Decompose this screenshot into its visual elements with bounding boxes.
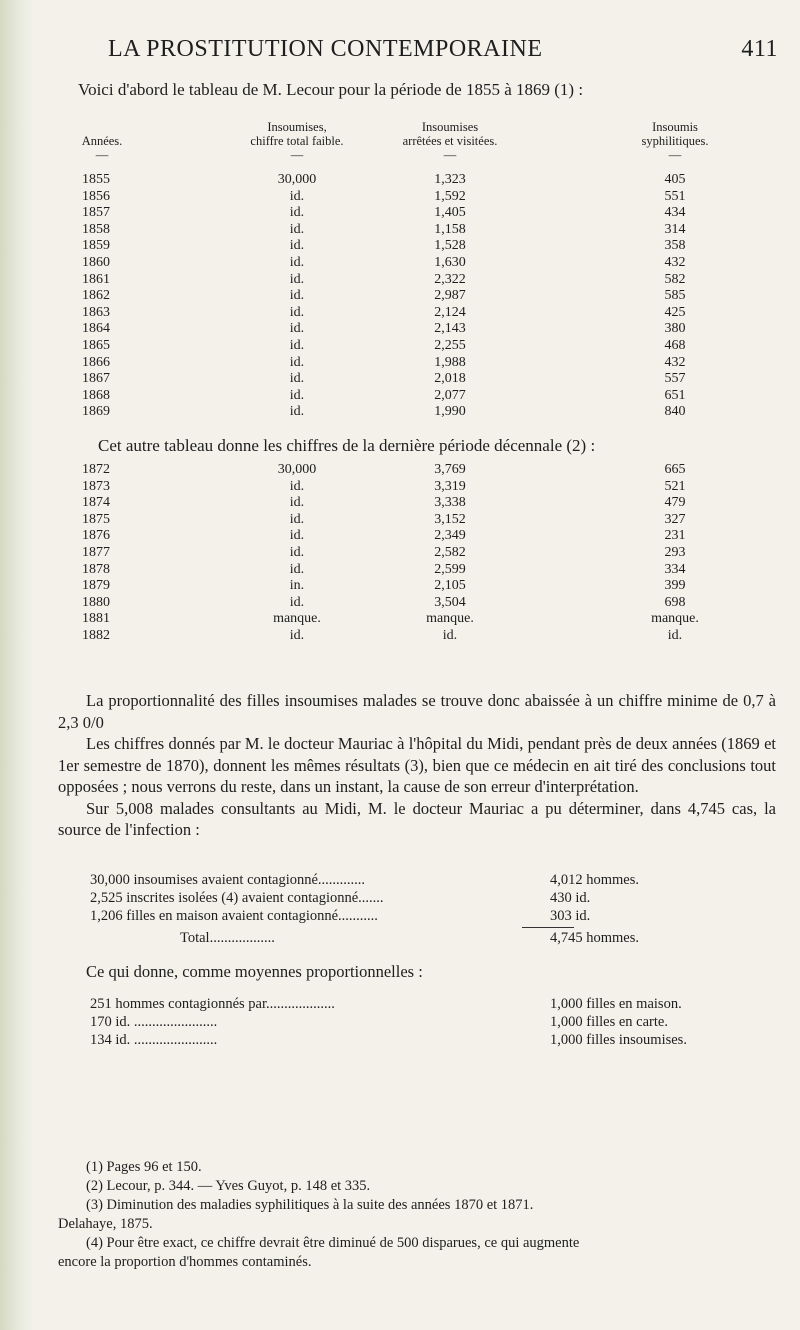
syphilitiques-cell: 399 xyxy=(664,578,686,594)
arretees-cell: 2,349 xyxy=(434,528,466,544)
insoumises-total-cell: id. xyxy=(289,271,305,287)
arretees-cell: 1,990 xyxy=(434,404,466,420)
running-head-title: LA PROSTITUTION CONTEMPORAINE xyxy=(108,36,543,62)
header-col-c-line1: Insoumis xyxy=(652,120,698,134)
list-item-label: 170 id. ....................... xyxy=(90,1014,218,1030)
arretees-cell: 3,769 xyxy=(434,462,466,477)
total-value: 4,745 hommes. xyxy=(550,930,640,946)
averages-list xyxy=(90,996,780,1050)
header-dash: — xyxy=(95,148,109,162)
arretees-cell: 2,124 xyxy=(434,304,466,320)
insoumises-total-cell: id. xyxy=(289,254,305,270)
arretees-cell: 2,077 xyxy=(434,387,466,403)
year-cell: 1864 xyxy=(82,321,110,337)
page-number: 411 xyxy=(741,36,778,62)
insoumises-total-cell: id. xyxy=(289,221,305,237)
table-row xyxy=(0,611,800,628)
arretees-cell: 3,504 xyxy=(434,594,466,610)
header-dash: — xyxy=(668,148,682,162)
syphilitiques-cell: manque. xyxy=(651,611,699,627)
intro-line: Voici d'abord le tableau de M. Lecour pour la période de 1855 à 1869 (1) : xyxy=(78,80,584,99)
header-col-a xyxy=(212,120,382,162)
insoumises-total-cell: id. xyxy=(289,371,305,387)
table-row xyxy=(0,272,800,289)
second-table-intro: Cet autre tableau donne les chiffres de la dernière période décennale (2) : xyxy=(98,436,596,455)
table-row xyxy=(0,545,800,562)
insoumises-total-cell: id. xyxy=(289,404,305,420)
table-row xyxy=(0,238,800,255)
table-1872-1882 xyxy=(0,462,800,645)
year-cell: 1865 xyxy=(82,337,110,353)
insoumises-total-cell: id. xyxy=(289,528,305,544)
arretees-cell: 2,987 xyxy=(434,288,466,304)
arretees-cell: 2,255 xyxy=(434,337,466,353)
year-cell: 1856 xyxy=(82,188,110,204)
table-row xyxy=(0,495,800,512)
footnote-3: (3) Diminution des maladies syphilitiques à la suite des années 1870 et 1871. xyxy=(86,1197,534,1213)
list-item-value: 303 id. xyxy=(550,908,591,924)
table-row xyxy=(0,355,800,372)
table-row xyxy=(0,205,800,222)
table-row xyxy=(0,288,800,305)
list-item-value: 1,000 filles en carte. xyxy=(550,1014,668,1030)
list-item xyxy=(90,872,780,890)
header-years xyxy=(62,134,142,162)
footnote-3-cont: Delahaye, 1875. xyxy=(58,1216,153,1232)
syphilitiques-cell: 432 xyxy=(664,354,686,370)
year-cell: 1880 xyxy=(82,594,110,610)
insoumises-total-cell: id. xyxy=(289,544,305,560)
header-col-c xyxy=(605,120,745,162)
insoumises-total-cell: 30,000 xyxy=(277,462,317,477)
syphilitiques-cell: 358 xyxy=(664,238,686,254)
year-cell: 1863 xyxy=(82,304,110,320)
header-col-b xyxy=(365,120,535,162)
table-row xyxy=(0,479,800,496)
header-col-a-line2: chiffre total faible. xyxy=(250,134,344,148)
table-row xyxy=(0,512,800,529)
arretees-cell: 1,158 xyxy=(434,221,466,237)
arretees-cell: 2,018 xyxy=(434,371,466,387)
insoumises-total-cell: id. xyxy=(289,354,305,370)
syphilitiques-cell: 557 xyxy=(664,371,686,387)
arretees-cell: 2,322 xyxy=(434,271,466,287)
running-head xyxy=(68,36,778,66)
year-cell: 1872 xyxy=(82,462,110,477)
year-cell: 1868 xyxy=(82,387,110,403)
header-dash: — xyxy=(443,148,457,162)
insoumises-total-cell: id. xyxy=(289,238,305,254)
syphilitiques-cell: id. xyxy=(667,627,683,643)
insoumises-total-cell: id. xyxy=(289,337,305,353)
paragraph-2: Les chiffres donnés par M. le docteur Mauriac à l'hôpital du Midi, pendant près de deux années (1869 et 1er semestre de 1870), donnent les mêmes résultats (3), bien que ce médecin en ait tiré des conclusions tout opposées ; nous verrons du reste, dans un instant, la cause de son erreur d'interprétation. xyxy=(58,734,776,796)
table-row xyxy=(0,528,800,545)
table-row xyxy=(0,189,800,206)
insoumises-total-cell: id. xyxy=(289,387,305,403)
syphilitiques-cell: 434 xyxy=(664,205,686,221)
total-rule xyxy=(522,927,574,928)
list-item-value: 4,012 hommes. xyxy=(550,872,640,888)
averages-intro: Ce qui donne, comme moyennes proportionnelles : xyxy=(86,962,423,981)
syphilitiques-cell: 334 xyxy=(664,561,686,577)
year-cell: 1878 xyxy=(82,561,110,577)
year-cell: 1859 xyxy=(82,238,110,254)
syphilitiques-cell: 231 xyxy=(664,528,686,544)
syphilitiques-cell: 432 xyxy=(664,254,686,270)
list-item-label: 2,525 inscrites isolées (4) avaient contagionné....... xyxy=(90,890,384,906)
total-row xyxy=(180,930,780,948)
table-row xyxy=(0,172,800,189)
table-row xyxy=(0,562,800,579)
table-row xyxy=(0,388,800,405)
syphilitiques-cell: 327 xyxy=(664,511,686,527)
footnote-4-cont: encore la proportion d'hommes contaminés. xyxy=(58,1254,312,1270)
list-item xyxy=(90,890,780,908)
table-row xyxy=(0,321,800,338)
list-item-label: 1,206 filles en maison avaient contagionné........... xyxy=(90,908,378,924)
arretees-cell: 2,582 xyxy=(434,544,466,560)
body-text xyxy=(58,690,776,841)
arretees-cell: 3,338 xyxy=(434,495,466,511)
year-cell: 1866 xyxy=(82,354,110,370)
footnotes xyxy=(58,1158,778,1272)
arretees-cell: 1,592 xyxy=(434,188,466,204)
insoumises-total-cell: 30,000 xyxy=(277,172,317,187)
list-item-value: 1,000 filles insoumises. xyxy=(550,1032,687,1048)
arretees-cell: 2,599 xyxy=(434,561,466,577)
syphilitiques-cell: 582 xyxy=(664,271,686,287)
arretees-cell: 2,143 xyxy=(434,321,466,337)
syphilitiques-cell: 665 xyxy=(664,462,686,477)
insoumises-total-cell: id. xyxy=(289,594,305,610)
year-cell: 1862 xyxy=(82,288,110,304)
footnote-4: (4) Pour être exact, ce chiffre devrait être diminué de 500 disparues, ce qui augmente xyxy=(86,1235,580,1251)
year-cell: 1875 xyxy=(82,511,110,527)
table-row xyxy=(0,578,800,595)
syphilitiques-cell: 551 xyxy=(664,188,686,204)
year-cell: 1855 xyxy=(82,172,110,187)
insoumises-total-cell: id. xyxy=(289,288,305,304)
table-row xyxy=(0,628,800,645)
list-item-label: 251 hommes contagionnés par................... xyxy=(90,996,335,1012)
list-item xyxy=(90,908,780,926)
year-cell: 1867 xyxy=(82,371,110,387)
syphilitiques-cell: 585 xyxy=(664,288,686,304)
header-col-a-line1: Insoumises, xyxy=(267,120,327,134)
header-col-b-line1: Insoumises xyxy=(421,120,479,134)
list-item xyxy=(90,1032,780,1050)
paragraph-3: Sur 5,008 malades consultants au Midi, M. le docteur Mauriac a pu déterminer, dans 4,745 cas, la source de l'infection : xyxy=(58,798,776,839)
syphilitiques-cell: 314 xyxy=(664,221,686,237)
insoumises-total-cell: manque. xyxy=(273,611,321,627)
table-row xyxy=(0,404,800,421)
insoumises-total-cell: id. xyxy=(289,188,305,204)
footnote-1: (1) Pages 96 et 150. xyxy=(86,1159,202,1175)
list-item-label: 30,000 insoumises avaient contagionné............. xyxy=(90,872,366,888)
syphilitiques-cell: 293 xyxy=(664,544,686,560)
table-row xyxy=(0,255,800,272)
syphilitiques-cell: 521 xyxy=(664,478,686,494)
table-row xyxy=(0,222,800,239)
list-item-label: 134 id. ....................... xyxy=(90,1032,218,1048)
footnote-2: (2) Lecour, p. 344. — Yves Guyot, p. 148 et 335. xyxy=(86,1178,371,1194)
insoumises-total-cell: id. xyxy=(289,321,305,337)
list-item-value: 430 id. xyxy=(550,890,591,906)
total-label: Total.................. xyxy=(180,930,275,946)
syphilitiques-cell: 405 xyxy=(664,172,686,187)
contagion-list xyxy=(90,872,780,926)
year-cell: 1861 xyxy=(82,271,110,287)
year-cell: 1876 xyxy=(82,528,110,544)
header-dash: — xyxy=(290,148,304,162)
year-cell: 1882 xyxy=(82,627,110,643)
arretees-cell: manque. xyxy=(426,611,474,627)
insoumises-total-cell: id. xyxy=(289,561,305,577)
arretees-cell: 3,152 xyxy=(434,511,466,527)
header-years-label: Années. xyxy=(81,134,123,148)
year-cell: 1857 xyxy=(82,205,110,221)
arretees-cell: 1,405 xyxy=(434,205,466,221)
insoumises-total-cell: id. xyxy=(289,495,305,511)
insoumises-total-cell: id. xyxy=(289,627,305,643)
year-cell: 1879 xyxy=(82,578,110,594)
syphilitiques-cell: 380 xyxy=(664,321,686,337)
syphilitiques-cell: 698 xyxy=(664,594,686,610)
syphilitiques-cell: 840 xyxy=(664,404,686,420)
arretees-cell: 1,630 xyxy=(434,254,466,270)
syphilitiques-cell: 651 xyxy=(664,387,686,403)
arretees-cell: 1,988 xyxy=(434,354,466,370)
year-cell: 1877 xyxy=(82,544,110,560)
table-1855-1869 xyxy=(0,172,800,421)
list-item xyxy=(90,996,780,1014)
year-cell: 1873 xyxy=(82,478,110,494)
year-cell: 1869 xyxy=(82,404,110,420)
table-header xyxy=(0,118,800,164)
insoumises-total-cell: in. xyxy=(289,578,305,594)
year-cell: 1881 xyxy=(82,611,110,627)
arretees-cell: 1,323 xyxy=(434,172,466,187)
insoumises-total-cell: id. xyxy=(289,304,305,320)
table-row xyxy=(0,595,800,612)
list-item xyxy=(180,930,780,948)
syphilitiques-cell: 425 xyxy=(664,304,686,320)
arretees-cell: 1,528 xyxy=(434,238,466,254)
header-col-b-line2: arrêtées et visitées. xyxy=(402,134,498,148)
syphilitiques-cell: 468 xyxy=(664,337,686,353)
insoumises-total-cell: id. xyxy=(289,478,305,494)
list-item-value: 1,000 filles en maison. xyxy=(550,996,682,1012)
syphilitiques-cell: 479 xyxy=(664,495,686,511)
arretees-cell: id. xyxy=(442,627,458,643)
arretees-cell: 3,319 xyxy=(434,478,466,494)
insoumises-total-cell: id. xyxy=(289,205,305,221)
header-col-c-line2: syphilitiques. xyxy=(641,134,709,148)
table-row xyxy=(0,371,800,388)
year-cell: 1858 xyxy=(82,221,110,237)
year-cell: 1874 xyxy=(82,495,110,511)
arretees-cell: 2,105 xyxy=(434,578,466,594)
year-cell: 1860 xyxy=(82,254,110,270)
paragraph-1: La proportionnalité des filles insoumises malades se trouve donc abaissée à un chiffre minime de 0,7 à 2,3 0/0 xyxy=(58,691,776,732)
list-item xyxy=(90,1014,780,1032)
table-row xyxy=(0,338,800,355)
table-row xyxy=(0,462,800,479)
insoumises-total-cell: id. xyxy=(289,511,305,527)
table-row xyxy=(0,305,800,322)
